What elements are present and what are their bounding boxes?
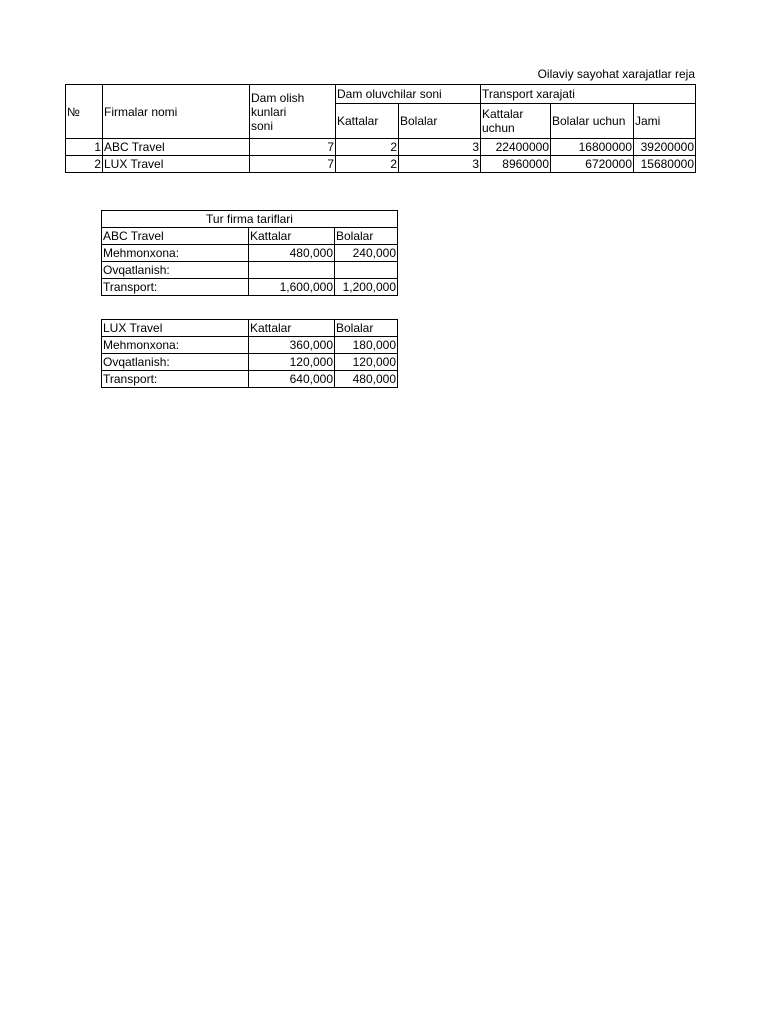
cell-total[interactable]: 15680000 bbox=[634, 156, 696, 173]
cell-adult-cost[interactable]: 8960000 bbox=[481, 156, 551, 173]
tariff-children[interactable]: 120,000 bbox=[335, 354, 398, 371]
cell-children[interactable]: 3 bbox=[399, 156, 481, 173]
table-row bbox=[102, 371, 398, 388]
table-row bbox=[66, 156, 696, 173]
header-firm-name[interactable]: Firmalar nomi bbox=[103, 85, 250, 139]
header-rest-days[interactable]: Dam olish kunlari soni bbox=[250, 85, 336, 139]
cell-adults[interactable]: 2 bbox=[336, 156, 399, 173]
table-row bbox=[102, 262, 398, 279]
tariff-label[interactable]: Transport: bbox=[102, 279, 249, 296]
tariff-adults[interactable]: 480,000 bbox=[249, 245, 335, 262]
tariff-adults[interactable]: 120,000 bbox=[249, 354, 335, 371]
cell-adults[interactable]: 2 bbox=[336, 139, 399, 156]
tariff-adults[interactable]: 360,000 bbox=[249, 337, 335, 354]
cell-firm-name[interactable]: ABC Travel bbox=[103, 139, 250, 156]
tariff-adults[interactable] bbox=[249, 262, 335, 279]
cell-child-cost[interactable]: 16800000 bbox=[551, 139, 634, 156]
lux-firm-name[interactable]: LUX Travel bbox=[102, 320, 249, 337]
lux-col-adults[interactable]: Kattalar bbox=[249, 320, 335, 337]
tariff-label[interactable]: Mehmonxona: bbox=[102, 337, 249, 354]
tariff-adults[interactable]: 640,000 bbox=[249, 371, 335, 388]
header-children-for[interactable]: Bolalar uchun bbox=[551, 104, 634, 139]
cell-adult-cost[interactable]: 22400000 bbox=[481, 139, 551, 156]
cell-firm-name[interactable]: LUX Travel bbox=[103, 156, 250, 173]
tariff-title[interactable]: Tur firma tariflari bbox=[102, 211, 398, 228]
table-row bbox=[102, 245, 398, 262]
tariff-children[interactable]: 240,000 bbox=[335, 245, 398, 262]
lux-tariff-table bbox=[101, 319, 398, 388]
tariff-label[interactable]: Ovqatlanish: bbox=[102, 262, 249, 279]
sheet-title: Oilaviy sayohat xarajatlar reja bbox=[537, 67, 695, 81]
lux-col-children[interactable]: Bolalar bbox=[335, 320, 398, 337]
tariff-children[interactable]: 480,000 bbox=[335, 371, 398, 388]
header-transport[interactable]: Transport xarajati bbox=[481, 85, 696, 104]
table-row bbox=[102, 279, 398, 296]
abc-firm-name[interactable]: ABC Travel bbox=[102, 228, 249, 245]
abc-tariff-table bbox=[101, 210, 398, 296]
tariff-label[interactable]: Ovqatlanish: bbox=[102, 354, 249, 371]
header-total[interactable]: Jami bbox=[634, 104, 696, 139]
cell-no[interactable]: 1 bbox=[66, 139, 103, 156]
expense-plan-table bbox=[65, 84, 696, 173]
tariff-label[interactable]: Mehmonxona: bbox=[102, 245, 249, 262]
table-row bbox=[102, 337, 398, 354]
header-adults[interactable]: Kattalar bbox=[336, 104, 399, 139]
cell-no[interactable]: 2 bbox=[66, 156, 103, 173]
table-row bbox=[102, 354, 398, 371]
cell-days[interactable]: 7 bbox=[250, 139, 336, 156]
tariff-adults[interactable]: 1,600,000 bbox=[249, 279, 335, 296]
header-children[interactable]: Bolalar bbox=[399, 104, 481, 139]
tariff-children[interactable] bbox=[335, 262, 398, 279]
table-row bbox=[66, 139, 696, 156]
cell-children[interactable]: 3 bbox=[399, 139, 481, 156]
abc-col-adults[interactable]: Kattalar bbox=[249, 228, 335, 245]
header-travelers[interactable]: Dam oluvchilar soni bbox=[336, 85, 481, 104]
tariff-children[interactable]: 1,200,000 bbox=[335, 279, 398, 296]
cell-days[interactable]: 7 bbox=[250, 156, 336, 173]
tariff-children[interactable]: 180,000 bbox=[335, 337, 398, 354]
abc-col-children[interactable]: Bolalar bbox=[335, 228, 398, 245]
cell-total[interactable]: 39200000 bbox=[634, 139, 696, 156]
tariff-label[interactable]: Transport: bbox=[102, 371, 249, 388]
header-adults-for[interactable]: Kattalar uchun bbox=[481, 104, 551, 139]
cell-child-cost[interactable]: 6720000 bbox=[551, 156, 634, 173]
header-no[interactable]: № bbox=[66, 85, 103, 139]
